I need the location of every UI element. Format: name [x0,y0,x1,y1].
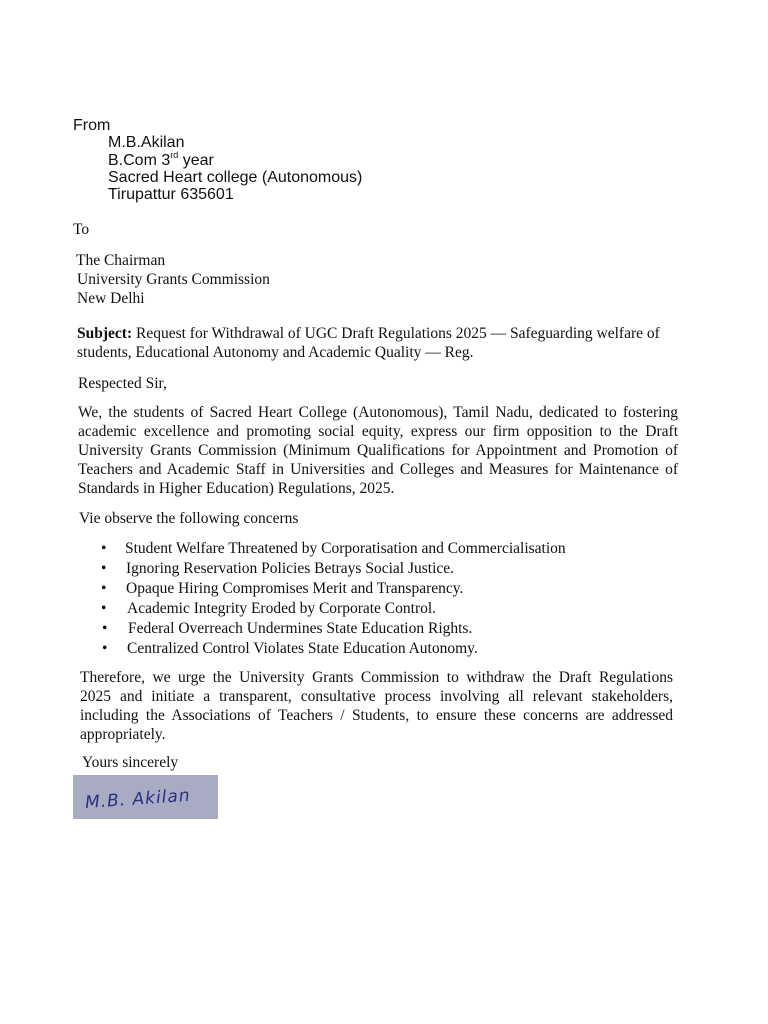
closing-line: 2025 and initiate a transparent, consultative process involving all relevant stakeholders, [80,688,673,705]
intro-line: Teachers and Academic Staff in Universities and Colleges and Measures for Maintenance of [78,461,678,478]
concern-item: Federal Overreach Undermines State Education Rights. [128,620,473,637]
recipient-title: The Chairman [76,252,166,269]
closing-line: Therefore, we urge the University Grants Commission to withdraw the Draft Regulations [80,669,673,686]
subject-text-1: Request for Withdrawal of UGC Draft Regulations 2025 — Safeguarding welfare of [135,325,660,342]
from-label: From [73,117,111,134]
concern-item: Opaque Hiring Compromises Merit and Transparency. [126,580,464,597]
concerns-heading: Vie observe the following concerns [79,510,299,527]
recipient-city: New Delhi [77,290,145,307]
concern-item: Academic Integrity Eroded by Corporate Control. [127,600,437,617]
closing-line: appropriately. [80,726,166,743]
bullet-icon: • [101,540,107,557]
intro-paragraph [78,403,678,498]
concern-item: Centralized Control Violates State Education Autonomy. [127,640,478,657]
intro-line: academic excellence and promoting social equity, express our firm opposition to the Draft [78,423,678,440]
sender-course [108,149,214,169]
intro-line: We, the students of Sacred Heart College (Autonomous), Tamil Nadu, dedicated to fostering [78,404,678,421]
subject-line-2: students, Educational Autonomy and Academic Quality — Reg. [77,344,474,361]
recipient-organization: University Grants Commission [77,271,270,288]
bullet-icon: • [101,600,107,617]
sender-city: Tirupattur 635601 [108,186,234,203]
bullet-icon: • [101,580,107,597]
intro-line: Standards in Higher Education) Regulations, 2025. [78,480,395,497]
signature-image [73,775,218,819]
sign-off: Yours sincerely [82,754,179,771]
sender-name: M.B.Akilan [108,134,185,151]
concern-item: Student Welfare Threatened by Corporatisation and Commercialisation [125,540,566,557]
sender-course-prefix: B.Com 3 [108,152,171,169]
closing-line: including the Associations of Teachers / Students, to ensure these concerns are addressed [80,707,673,724]
concern-item: Ignoring Reservation Policies Betrays Social Justice. [126,560,455,577]
intro-line: University Grants Commission (Minimum Qualifications for Appointment and Promotion of [78,442,678,459]
bullet-icon: • [102,620,108,637]
subject-line-1 [77,324,660,343]
salutation: Respected Sir, [78,375,167,392]
sender-course-suffix: year [178,152,214,169]
closing-paragraph [80,668,673,744]
bullet-icon: • [101,560,107,577]
to-label: To [73,221,90,238]
signature-drawing [73,775,218,819]
signature-ink: M.B. Akilan [84,785,192,814]
sender-college: Sacred Heart college (Autonomous) [108,169,363,186]
bullet-icon: • [102,640,108,657]
sender-course-superscript: rd [170,149,179,160]
subject-label: Subject: [77,325,133,342]
